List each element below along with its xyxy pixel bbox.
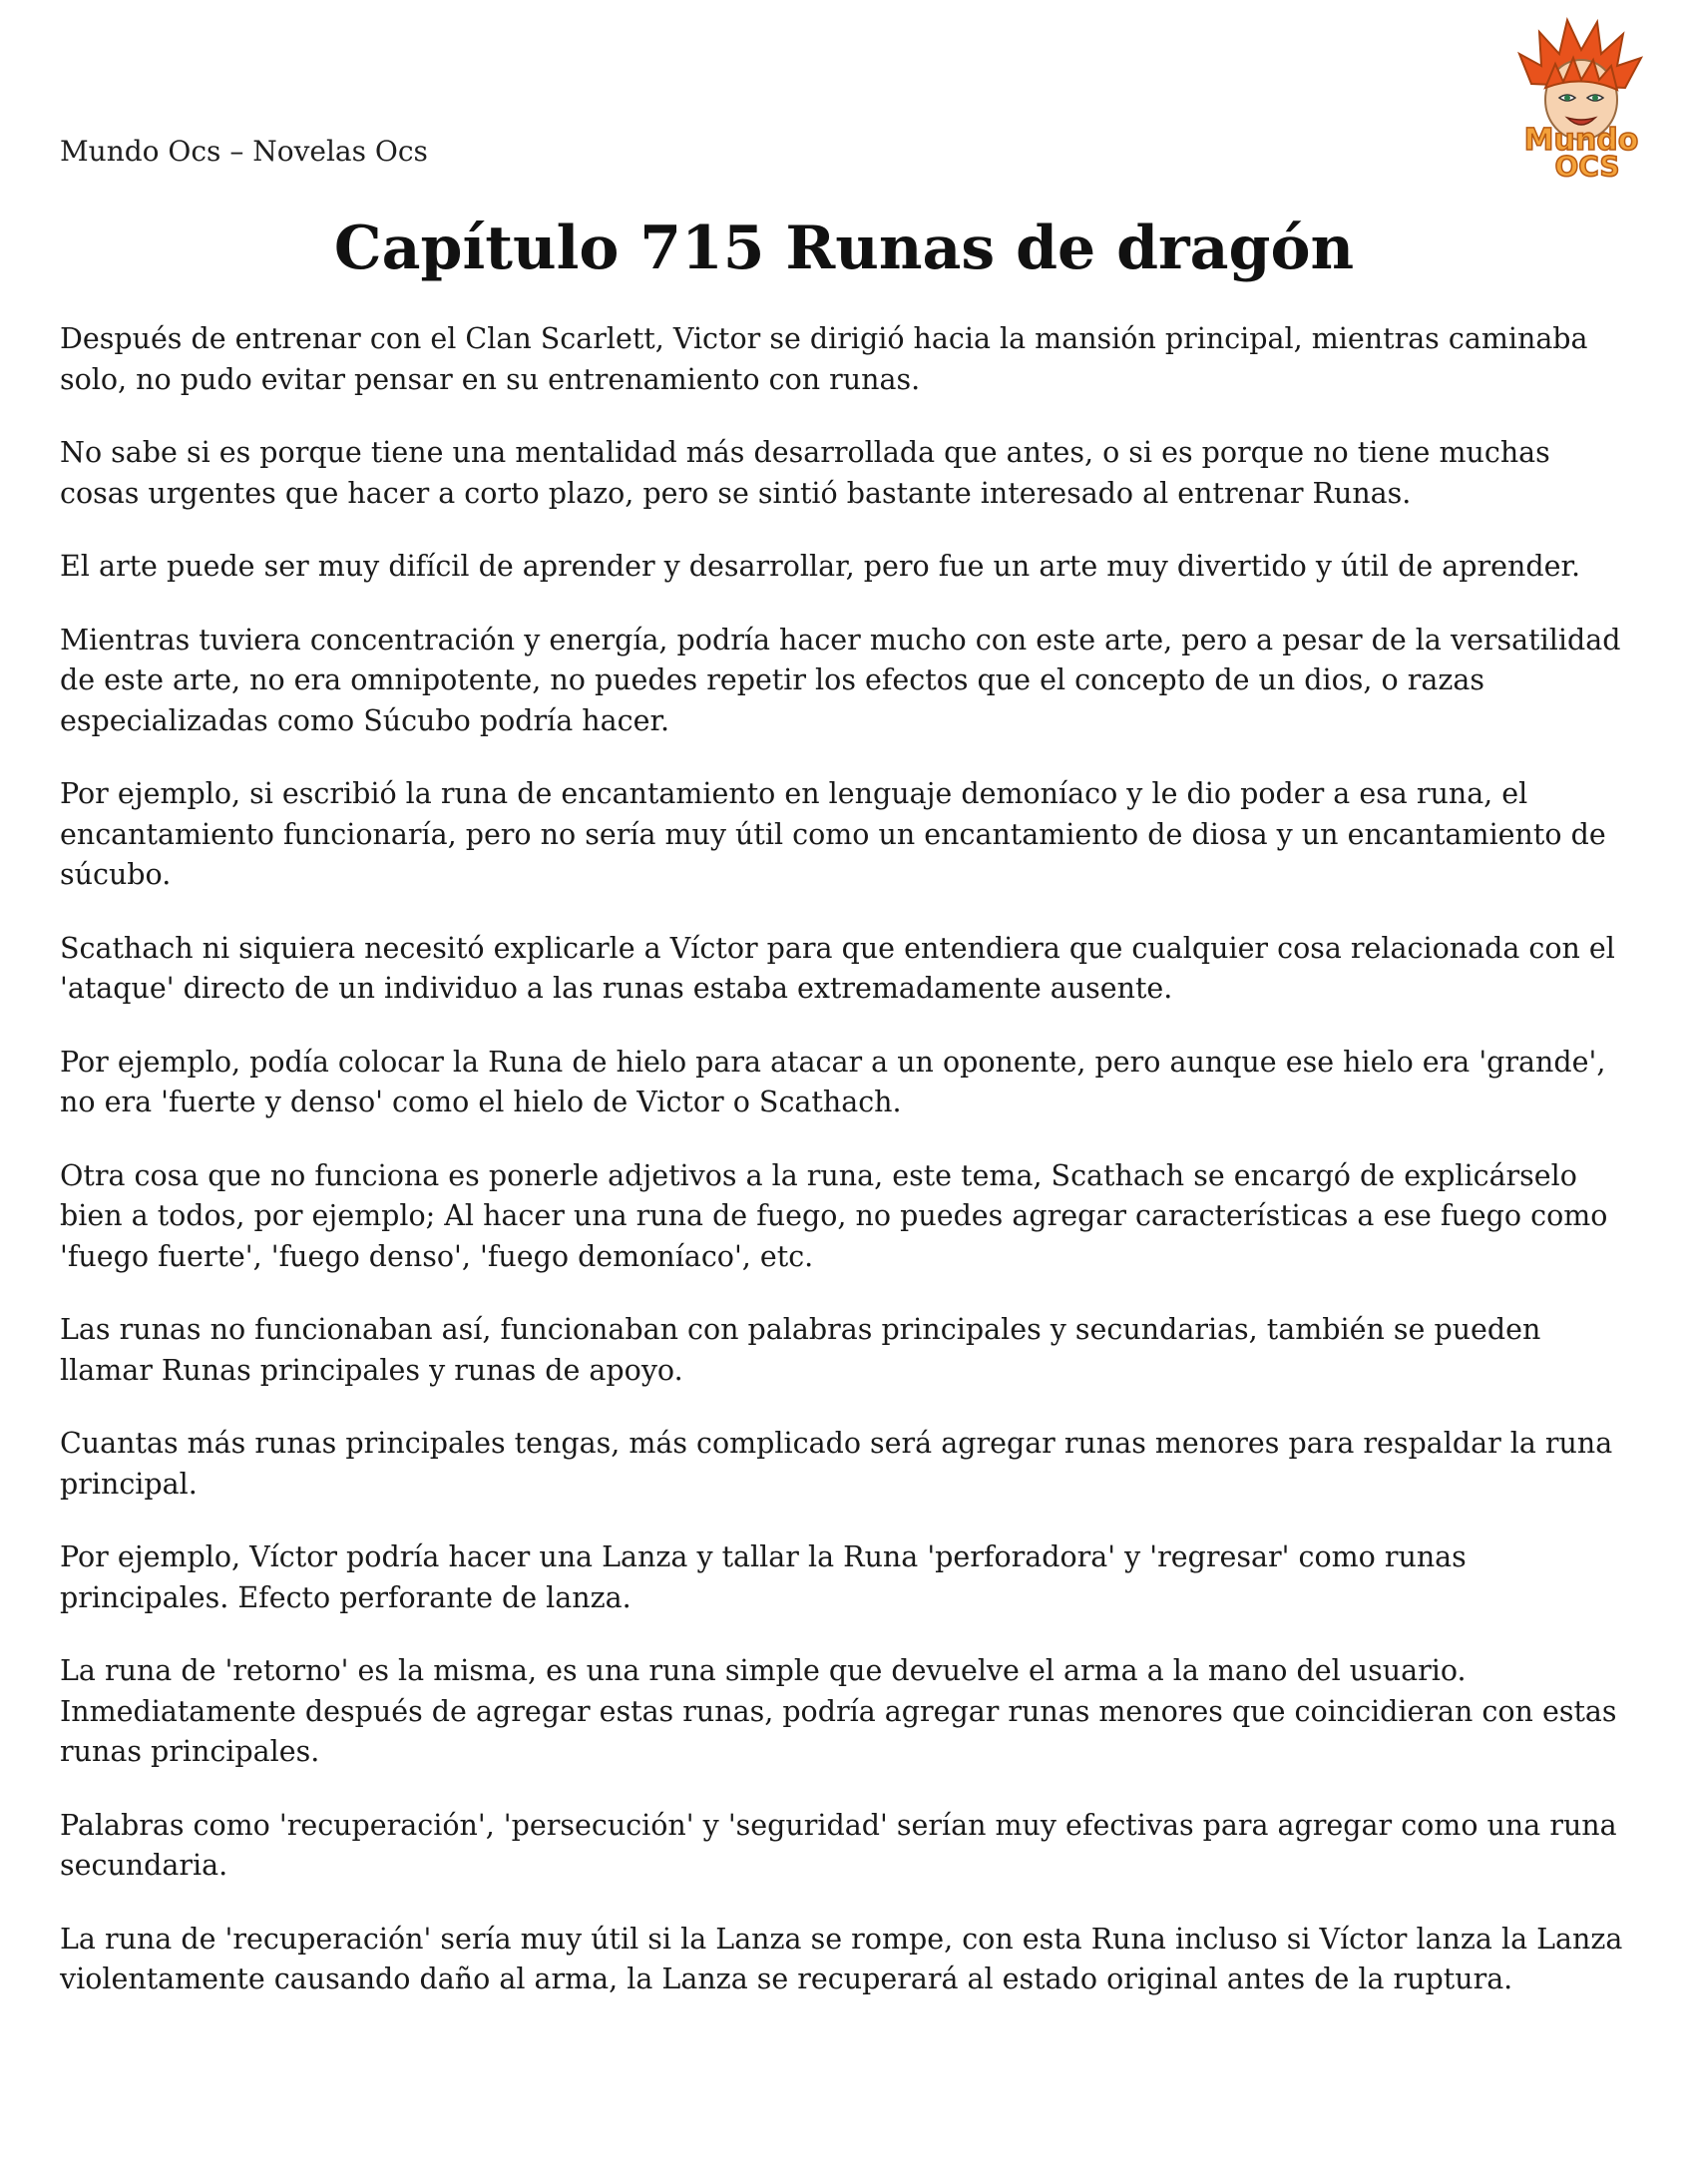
paragraph: Por ejemplo, si escribió la runa de encantamiento en lenguaje demoníaco y le dio poder a esa runa, el encantamiento funcionaría, pero no sería muy útil como un encantamiento de diosa y un encantamiento de súcubo. (60, 777, 1606, 891)
paragraph: La runa de 'retorno' es la misma, es una runa simple que devuelve el arma a la mano del usuario. Inmediatamente después de agregar estas runas, podría agregar runas menores que coincidieran con estas runas principales. (60, 1654, 1617, 1768)
paragraph: No sabe si es porque tiene una mentalidad más desarrollada que antes, o si es porque no tiene muchas cosas urgentes que hacer a corto plazo, pero se sintió bastante interesado al entrenar Runas. (60, 436, 1550, 510)
logo-text-bottom: OCS (1554, 150, 1620, 182)
paragraph: Cuantas más runas principales tengas, más complicado será agregar runas menores para respaldar la runa principal. (60, 1427, 1613, 1501)
mundo-ocs-logo (1501, 14, 1661, 182)
paragraph: Las runas no funcionaban así, funcionaban con palabras principales y secundarias, también se pueden llamar Runas principales y runas de apoyo. (60, 1313, 1541, 1387)
paragraph: Por ejemplo, podía colocar la Runa de hielo para atacar a un oponente, pero aunque ese hielo era 'grande', no era 'fuerte y denso' como el hielo de Victor o Scathach. (60, 1045, 1606, 1118)
paragraph: El arte puede ser muy difícil de aprender y desarrollar, pero fue un arte muy divertido y útil de aprender. (60, 550, 1580, 583)
paragraph: Por ejemplo, Víctor podría hacer una Lanza y tallar la Runa 'perforadora' y 'regresar' como runas principales. Efecto perforante de lanza. (60, 1540, 1467, 1614)
paragraph: Otra cosa que no funciona es ponerle adjetivos a la runa, este tema, Scathach se encargó de explicárselo bien a todos, por ejemplo; Al hacer una runa de fuego, no puedes agregar características a ese fuego como 'fuego fuerte', 'fuego denso', 'fuego demoníaco', etc. (60, 1158, 1608, 1273)
chapter-title: Capítulo 715 Runas de dragón (333, 214, 1355, 283)
paragraph: Después de entrenar con el Clan Scarlett, Victor se dirigió hacia la mansión principal, mientras caminaba solo, no pudo evitar pensar en su entrenamiento con runas. (60, 322, 1588, 396)
paragraph: Mientras tuviera concentración y energía, podría hacer mucho con este arte, pero a pesar de la versatilidad de este arte, no era omnipotente, no puedes repetir los efectos que el concepto de un dios, o razas especializadas como Súcubo podría hacer. (60, 623, 1621, 737)
logo-text-top: Mundo (1523, 123, 1639, 158)
site-header: Mundo Ocs – Novelas Ocs (60, 135, 428, 168)
paragraph: La runa de 'recuperación' sería muy útil si la Lanza se rompe, con esta Runa incluso si Víctor lanza la Lanza violentamente causando daño al arma, la Lanza se recuperará al estado original antes de la ruptura. (60, 1922, 1623, 1995)
chapter-body (60, 319, 1626, 2033)
paragraph: Scathach ni siquiera necesitó explicarle a Víctor para que entendiera que cualquier cosa relacionada con el 'ataque' directo de un individuo a las runas estaba extremadamente ausente. (60, 931, 1615, 1005)
paragraph: Palabras como 'recuperación', 'persecución' y 'seguridad' serían muy efectivas para agregar como una runa secundaria. (60, 1808, 1617, 1882)
